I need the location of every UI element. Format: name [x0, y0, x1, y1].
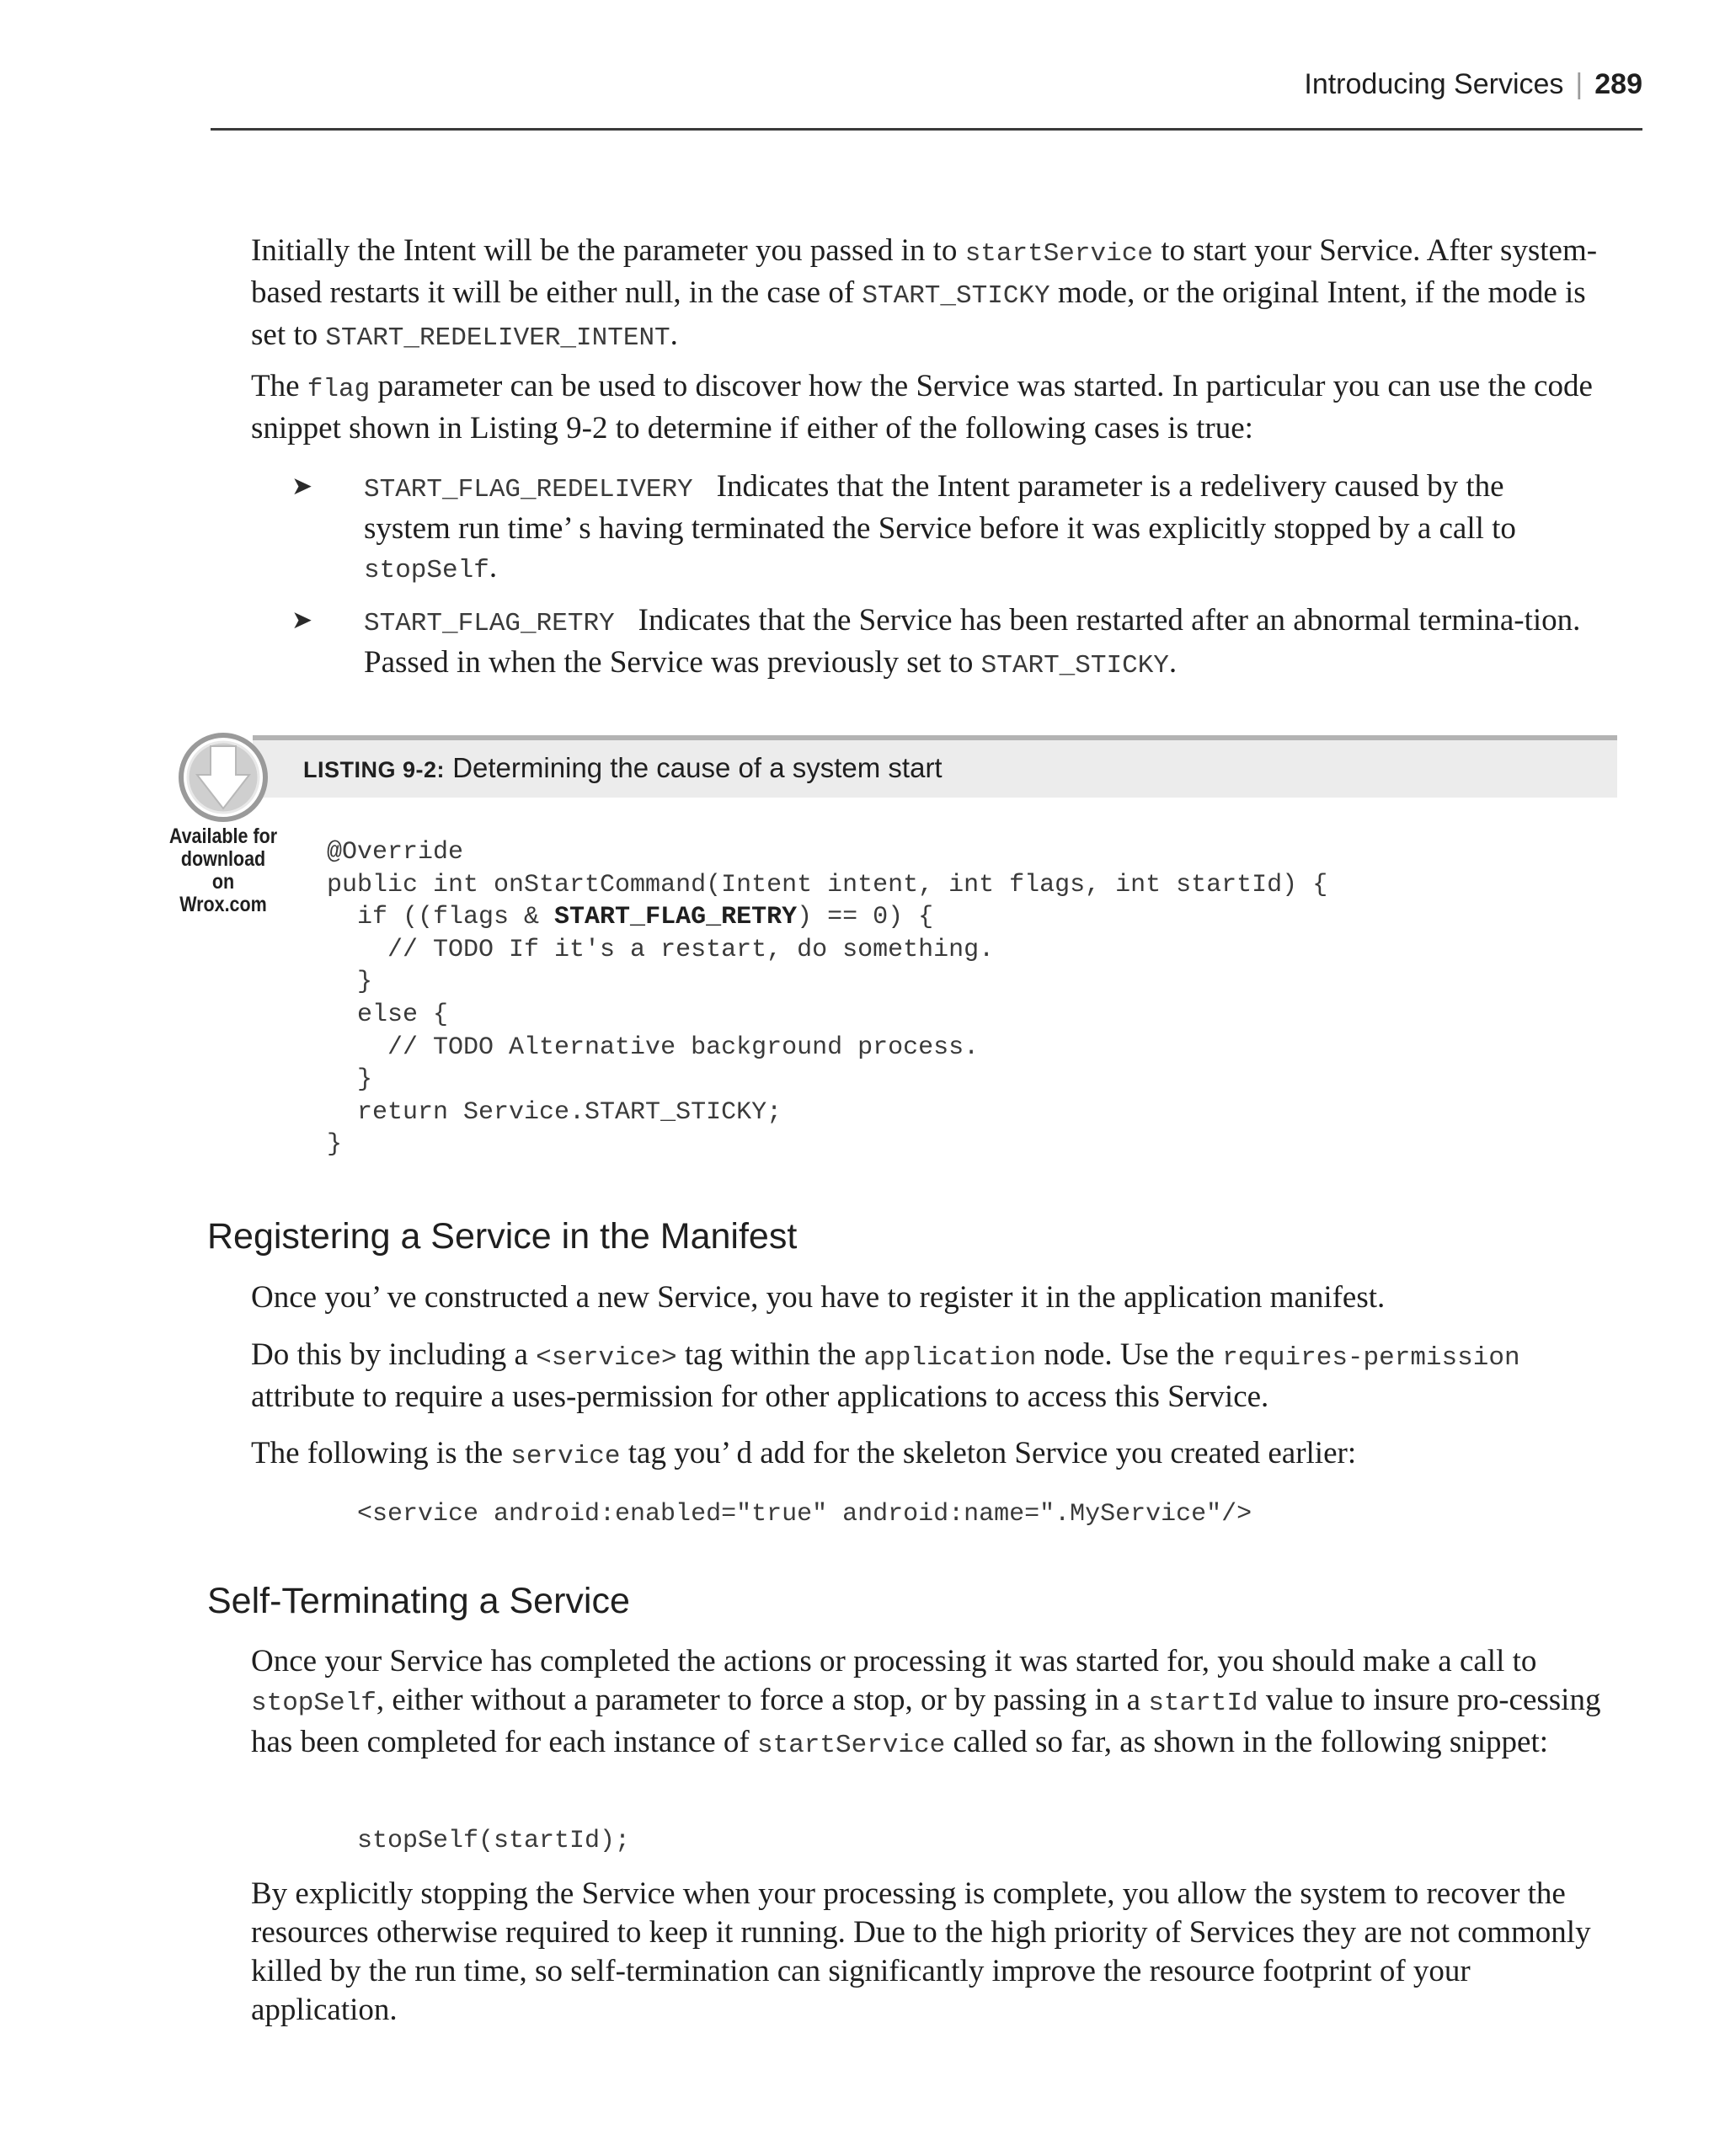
- inline-code: START_STICKY: [980, 651, 1169, 680]
- section-heading-registering: Registering a Service in the Manifest: [207, 1216, 798, 1257]
- listing-header-bar: [253, 735, 1617, 798]
- text-run: Once your Service has completed the actions or processing it was started for, you should make a call to: [251, 1644, 1537, 1678]
- page-header: [211, 67, 1642, 131]
- text-run: Indicates that the Intent parameter is a redelivery caused by the system run time’ s having terminated the Service before it was explicitly stopped by a call to: [364, 469, 1516, 546]
- code-line: }: [327, 1130, 343, 1160]
- listing-label: LISTING 9-2:: [303, 757, 446, 782]
- bullet-item-redelivery: [364, 467, 1594, 590]
- section-heading-self-terminating: Self-Terminating a Service: [207, 1581, 630, 1621]
- text-run: parameter can be used to discover how the Service was started. In particular you can use the code snippet shown in Listing 9-2 to determine if either of the following cases is true:: [251, 369, 1593, 446]
- text-run: node. Use the: [1036, 1337, 1223, 1372]
- paragraph-register-intro: Once you’ ve constructed a new Service, you have to register it in the application manifest.: [251, 1280, 1386, 1315]
- text-run: Initially the Intent will be the parameter you passed in to: [251, 233, 965, 268]
- download-badge: [160, 731, 286, 916]
- code-token-bold: START_FLAG_RETRY: [554, 903, 798, 932]
- text-run: , either without a parameter to force a stop, or by passing in a: [376, 1683, 1149, 1717]
- code-line: }: [327, 968, 373, 997]
- bullet-term: START_FLAG_REDELIVERY: [364, 475, 693, 504]
- download-label-line: download on: [180, 847, 266, 894]
- bullet-term: START_FLAG_RETRY: [364, 609, 615, 638]
- text-run: mode, or the original Intent, if the mode is set to: [251, 275, 1586, 352]
- code-line: // TODO If it's a restart, do something.: [327, 935, 995, 964]
- code-line: [327, 901, 1327, 934]
- text-run: attribute to require a uses-permission for other applications to access this Service.: [251, 1380, 1269, 1414]
- code-line: return Service.START_STICKY;: [327, 1097, 782, 1127]
- inline-code: startService: [964, 239, 1153, 269]
- code-token: if ((flags &: [327, 903, 555, 932]
- text-run: The: [251, 369, 307, 403]
- inline-code: START_STICKY: [862, 281, 1050, 311]
- text-run: to start your Service. After system-based restarts it will be either null, in the case of: [251, 233, 1598, 310]
- page-number: 289: [1594, 68, 1642, 100]
- bullet-arrow-icon: ➤: [291, 472, 313, 501]
- download-label-line: Available for: [168, 825, 278, 848]
- inline-code: START_REDELIVER_INTENT: [325, 323, 670, 353]
- inline-code: service: [510, 1442, 621, 1471]
- text-run: .: [489, 550, 498, 584]
- listing-caption: Determining the cause of a system start: [452, 752, 943, 783]
- text-run: Indicates that the Service has been restarted after an abnormal termina-tion. Passed in when the Service was previously set to: [364, 603, 1581, 680]
- running-head: [1304, 67, 1642, 101]
- code-snippet-service-tag: <service android:enabled="true" android:name=".MyService"/>: [357, 1500, 1252, 1529]
- inline-code: flag: [307, 375, 371, 404]
- paragraph-stopself: [251, 1642, 1624, 1765]
- running-head-separator: |: [1575, 68, 1583, 100]
- inline-code: startId: [1148, 1689, 1258, 1718]
- inline-code: <service>: [536, 1343, 677, 1373]
- text-run: The following is the: [251, 1436, 511, 1470]
- running-head-title: Introducing Services: [1304, 68, 1564, 100]
- code-line: }: [327, 1065, 373, 1095]
- code-line: else {: [327, 1000, 449, 1029]
- bullet-arrow-icon: ➤: [291, 606, 313, 635]
- code-line: @Override: [327, 838, 464, 867]
- listing-code-block: [327, 836, 1327, 1161]
- paragraph-service-tag-example: [251, 1434, 1624, 1476]
- code-token: ) == 0) {: [797, 903, 934, 932]
- text-run: tag you’ d add for the skeleton Service you created earlier:: [620, 1436, 1357, 1470]
- inline-code: requires-permission: [1222, 1343, 1520, 1373]
- text-run: Do this by including a: [251, 1337, 537, 1372]
- inline-code: stopSelf: [364, 556, 489, 585]
- code-snippet-stopself: stopSelf(startId);: [357, 1827, 631, 1855]
- code-line: // TODO Alternative background process.: [327, 1033, 980, 1062]
- listing-title: [303, 752, 943, 786]
- text-run: value to insure pro-cessing has been completed for each instance of: [251, 1683, 1601, 1759]
- paragraph-intent-parameter: [251, 232, 1624, 358]
- download-arrow-icon: [177, 731, 270, 824]
- download-label: [169, 825, 278, 916]
- text-run: .: [670, 318, 678, 352]
- text-run: called so far, as shown in the following snippet:: [945, 1725, 1549, 1759]
- inline-code: startService: [756, 1731, 946, 1760]
- download-label-line: Wrox.com: [179, 893, 267, 916]
- inline-code: application: [863, 1343, 1037, 1373]
- paragraph-service-tag: [251, 1336, 1624, 1417]
- paragraph-resource-footprint: By explicitly stopping the Service when your processing is complete, you allow the system to recover the resources otherwise required to keep it running. Due to the high priority of Services they are not commonly killed by the run time, so self-termination can significantly improve the resource footprint of your application.: [251, 1876, 1591, 2027]
- bullet-item-retry: [364, 601, 1594, 686]
- text-run: .: [1168, 645, 1178, 680]
- inline-code: stopSelf: [251, 1689, 377, 1718]
- code-line: public int onStartCommand(Intent intent, int flags, int startId) {: [327, 870, 1328, 899]
- text-run: tag within the: [676, 1337, 864, 1372]
- paragraph-flag-parameter: [251, 367, 1624, 448]
